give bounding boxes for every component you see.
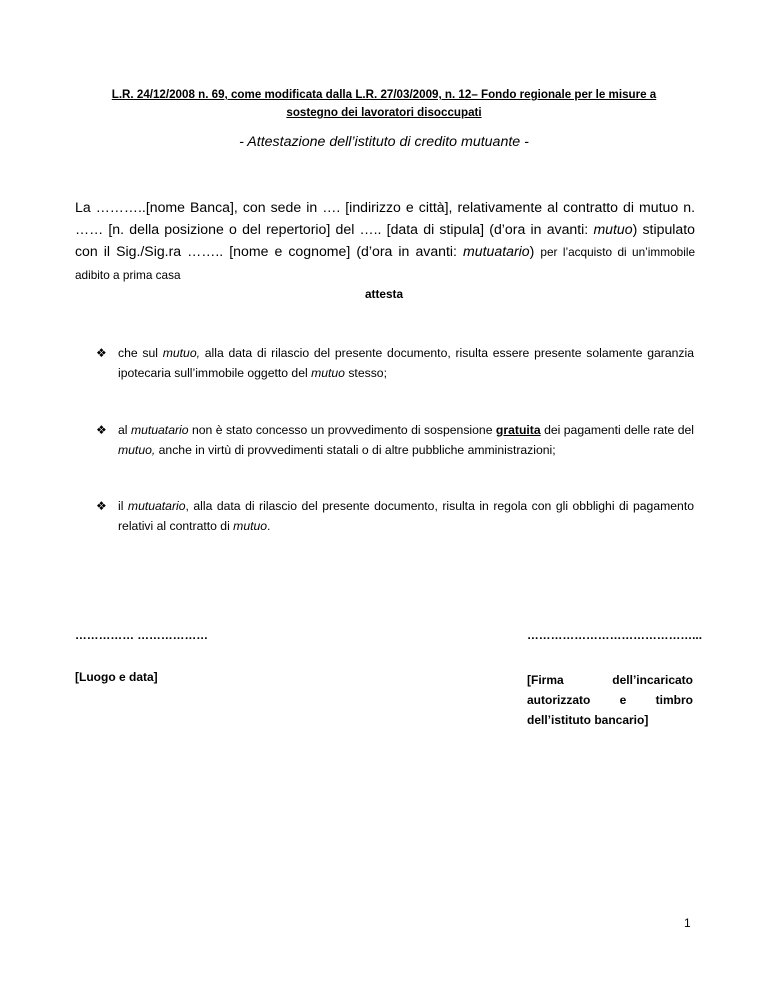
- text-run: non è stato concesso un provvedimento di sospensione: [188, 423, 496, 437]
- title-line-1: L.R. 24/12/2008 n. 69, come modificata dalla L.R. 27/03/2009, n. 12– Fondo regionale per le misure a: [111, 88, 657, 101]
- attesta-heading: attesta: [364, 287, 404, 301]
- text-run: alla data di rilascio del presente documento, risulta essere presente solamente garanzia ipotecaria sull’immobile oggetto del: [118, 346, 694, 380]
- document-title: [80, 86, 688, 122]
- signature-label-line: [527, 670, 693, 690]
- text-run: , alla data di rilascio del presente documento, risulta in regola con gli obblighi di pagamento relativi al contratto di: [118, 499, 694, 533]
- title-line-2: sostegno dei lavoratori disoccupati: [286, 106, 482, 119]
- intro-text-2: ) stipulato con il Sig./Sig.ra …….. [nome e cognome] (d’ora in avanti:: [75, 221, 696, 259]
- intro-text-1: La ………..[nome Banca], con sede in …. [indirizzo e città], relativamente al contratto di mutuo n. …… [n. della posizione o del repertorio] del ….. [data di stipula] (d’ora in avanti:: [75, 199, 695, 237]
- list-item: [96, 420, 694, 460]
- text-run-italic: mutuo,: [162, 346, 200, 360]
- signature-label-line: [527, 690, 693, 710]
- signature-dots: ……………………………………...: [527, 628, 702, 642]
- document-subtitle: - Attestazione dell’istituto di credito mutuante -: [239, 134, 529, 150]
- text-run-italic: mutuo: [233, 519, 268, 533]
- signature-label: [527, 670, 693, 730]
- list-item-text: [118, 420, 694, 460]
- text-run: il: [118, 499, 128, 513]
- list-item-text: [118, 496, 694, 536]
- text-run: anche in virtù di provvedimenti statali o di altre pubbliche amministrazioni;: [155, 443, 556, 457]
- signature-label-line: dell’istituto bancario]: [527, 713, 649, 727]
- intro-paragraph: [75, 196, 695, 286]
- text-run: .: [267, 519, 271, 533]
- text-run: [Firma: [527, 673, 564, 687]
- diamond-bullet-icon: ❖: [96, 346, 107, 360]
- intro-term-mutuo: mutuo: [593, 221, 633, 237]
- intro-term-mutuatario: mutuatario: [463, 243, 530, 259]
- page-number: 1: [684, 916, 691, 930]
- text-run: dell’incaricato: [612, 673, 693, 687]
- text-run: stesso;: [344, 366, 387, 380]
- intro-text-3: ): [529, 243, 541, 259]
- list-item: [96, 343, 694, 383]
- list-item: [96, 496, 694, 536]
- text-run-italic: mutuatario: [127, 499, 186, 513]
- text-run: autorizzato: [527, 693, 591, 707]
- intro-text-4: per l’acquisto di un’immobile adibito a prima casa: [75, 245, 696, 282]
- text-run: e: [619, 693, 627, 707]
- text-run-italic: mutuo: [311, 366, 345, 380]
- diamond-bullet-icon: ❖: [96, 423, 107, 437]
- text-run: al: [118, 423, 131, 437]
- place-date-dots: …………… ………………: [75, 628, 209, 642]
- diamond-bullet-icon: ❖: [96, 499, 107, 513]
- text-run: timbro: [655, 693, 693, 707]
- text-run-italic: mutuo,: [118, 443, 156, 457]
- text-run: dei pagamenti delle rate del: [540, 423, 695, 437]
- place-date-label: [Luogo e data]: [75, 670, 158, 684]
- text-run: che sul: [118, 346, 163, 360]
- list-item-text: [118, 343, 694, 383]
- text-run-italic: mutuatario: [130, 423, 189, 437]
- text-run-bold-underline: gratuita: [495, 423, 541, 437]
